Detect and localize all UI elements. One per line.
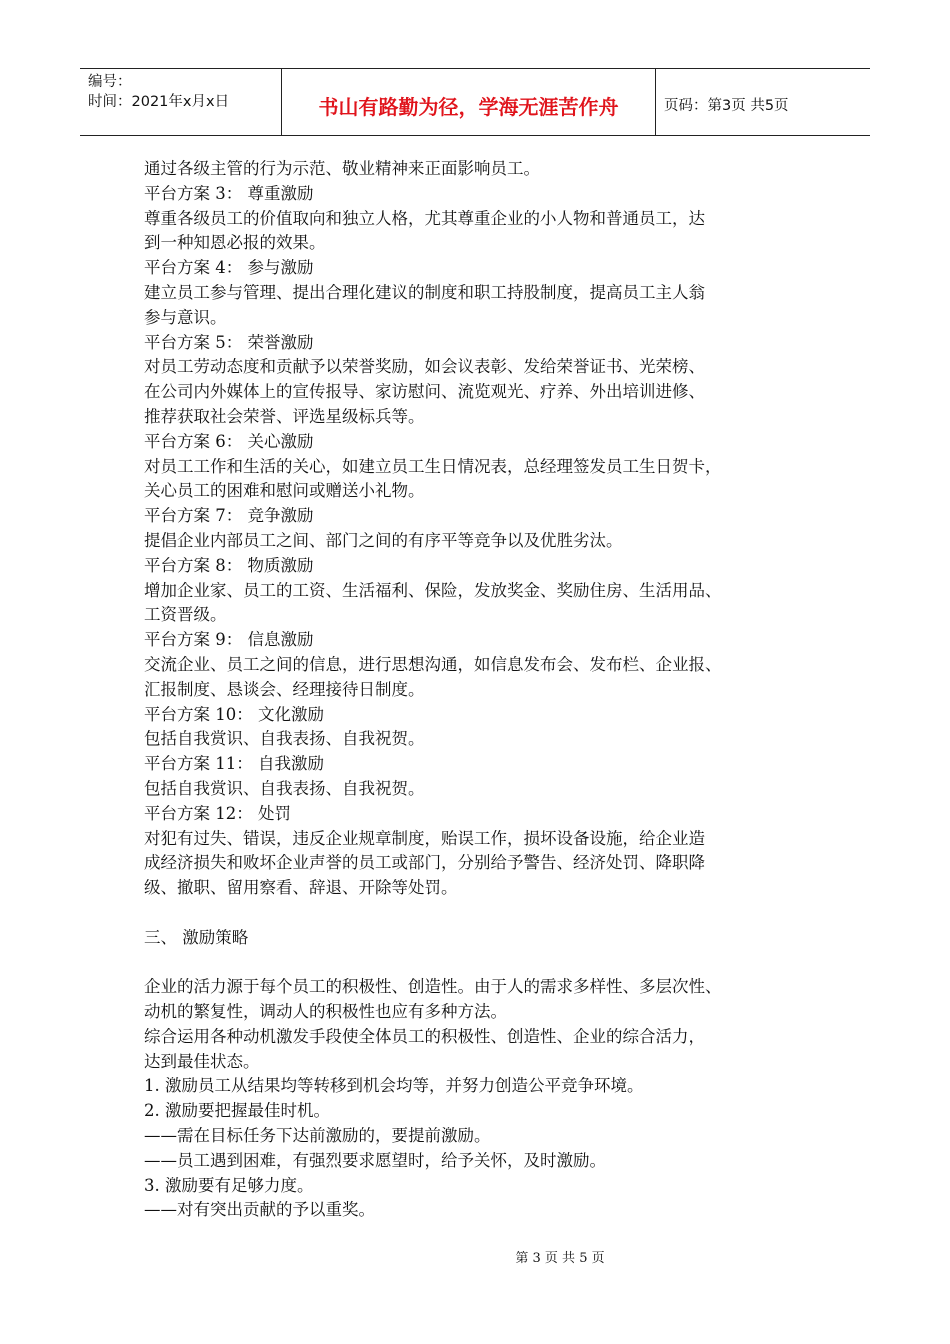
- text-line: 2. 激励要把握最佳时机。: [144, 1101, 330, 1121]
- document-body: [144, 157, 816, 1223]
- text-line: 1. 激励员工从结果均等转移到机会均等，并努力创造公平竞争环境。: [144, 1076, 644, 1096]
- text-line: ——对有突出贡献的予以重奖。: [144, 1200, 375, 1220]
- text-line: 尊重各级员工的价值取向和独立人格，尤其尊重企业的小人物和普通员工，达: [144, 208, 705, 228]
- text-line: 平台方案 12： 处罚: [144, 803, 291, 823]
- text-line: 包括自我赏识、自我表扬、自我祝贺。: [144, 778, 425, 798]
- text-line: 平台方案 11： 自我激励: [144, 754, 324, 774]
- text-line: 达到最佳状态。: [144, 1051, 260, 1071]
- header-page-number: 页码：第3页 共5页: [664, 97, 789, 114]
- text-line: 工资晋级。: [144, 605, 227, 625]
- text-line: 综合运用各种动机激发手段使全体员工的积极性、创造性、企业的综合活力，: [144, 1026, 705, 1046]
- text-line: 通过各级主管的行为示范、敬业精神来正面影响员工。: [144, 159, 540, 178]
- text-line: 动机的繁复性，调动人的积极性也应有多种方法。: [144, 1002, 507, 1022]
- text-line: 平台方案 9： 信息激励: [144, 630, 314, 650]
- text-line: 企业的活力源于每个员工的积极性、创造性。由于人的需求多样性、多层次性、: [144, 977, 722, 997]
- text-line: 到一种知恩必报的效果。: [144, 233, 326, 253]
- text-line: 平台方案 4： 参与激励: [144, 258, 314, 278]
- text-line: 平台方案 5： 荣誉激励: [144, 332, 314, 352]
- text-line: ——需在目标任务下达前激励的，要提前激励。: [144, 1126, 491, 1146]
- text-line: 建立员工参与管理、提出合理化建议的制度和职工持股制度，提高员工主人翁: [144, 282, 705, 302]
- text-line: 交流企业、员工之间的信息，进行思想沟通，如信息发布会、发布栏、企业报、: [144, 654, 722, 674]
- text-line: 成经济损失和败坏企业声誉的员工或部门，分别给予警告、经济处罚、降职降: [144, 853, 705, 873]
- text-line: 平台方案 10： 文化激励: [144, 704, 324, 724]
- blank-line: [144, 901, 816, 926]
- text-line: 平台方案 7： 竞争激励: [144, 506, 314, 526]
- header-motto: 书山有路勤为径，学海无涯苦作舟: [282, 69, 656, 135]
- blank-line: [144, 951, 816, 976]
- text-line: 三、 激励策略: [144, 927, 249, 947]
- text-line: 对犯有过失、错误，违反企业规章制度，贻误工作，损坏设备设施，给企业造: [144, 828, 705, 848]
- text-line: 3. 激励要有足够力度。: [144, 1175, 314, 1195]
- text-line: 提倡企业内部员工之间、部门之间的有序平等竞争以及优胜劣汰。: [144, 530, 623, 550]
- text-line: 平台方案 6： 关心激励: [144, 431, 314, 451]
- text-line: 平台方案 8： 物质激励: [144, 555, 314, 575]
- text-line: 汇报制度、恳谈会、经理接待日制度。: [144, 679, 425, 699]
- header-meta: [80, 69, 282, 135]
- page-header: [80, 68, 870, 136]
- text-line: 推荐获取社会荣誉、评选星级标兵等。: [144, 406, 425, 426]
- text-line: ——员工遇到困难，有强烈要求愿望时，给予关怀，及时激励。: [144, 1150, 606, 1170]
- text-line: 参与意识。: [144, 307, 227, 327]
- text-line: 在公司内外媒体上的宣传报导、家访慰问、流览观光、疗养、外出培训进修、: [144, 382, 705, 402]
- text-line: 对员工劳动态度和贡献予以荣誉奖励，如会议表彰、发给荣誉证书、光荣榜、: [144, 357, 705, 377]
- text-line: 增加企业家、员工的工资、生活福利、保险，发放奖金、奖励住房、生活用品、: [144, 580, 722, 600]
- text-line: 关心员工的困难和慰问或赠送小礼物。: [144, 481, 425, 501]
- text-line: 包括自我赏识、自我表扬、自我祝贺。: [144, 729, 425, 749]
- text-line: 级、撤职、留用察看、辞退、开除等处罚。: [144, 878, 458, 898]
- document-date: 时间：2021年x月x日: [88, 94, 230, 110]
- text-line: 对员工工作和生活的关心，如建立员工生日情况表，总经理签发员工生日贺卡，: [144, 456, 722, 476]
- page-footer: 第 3 页 共 5 页: [515, 1251, 605, 1266]
- document-number: 编号：: [88, 74, 132, 90]
- text-line: 平台方案 3： 尊重激励: [144, 183, 314, 203]
